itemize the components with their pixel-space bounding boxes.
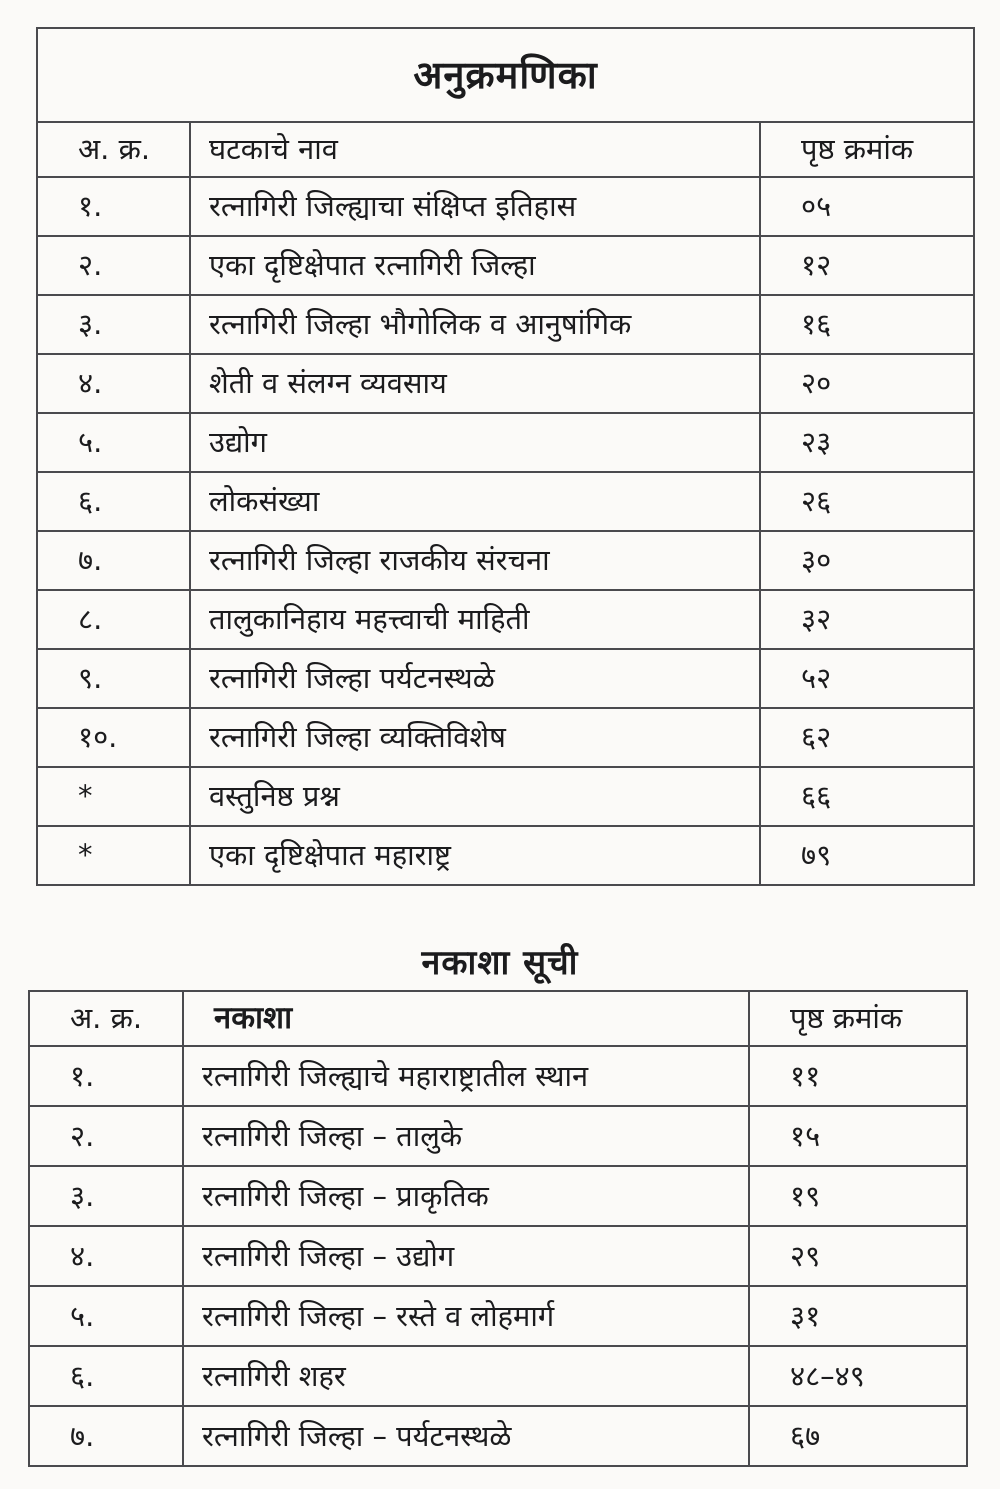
maps-map-name: रत्नागिरी जिल्हा – उद्योग xyxy=(183,1226,749,1286)
maps-header-serial: अ. क्र. xyxy=(29,991,183,1046)
toc-chapter-name: रत्नागिरी जिल्हा राजकीय संरचना xyxy=(190,531,760,590)
maps-serial: ७. xyxy=(29,1406,183,1466)
maps-map-name: रत्नागिरी जिल्हा – पर्यटनस्थळे xyxy=(183,1406,749,1466)
toc-chapter-name: शेती व संलग्न व्यवसाय xyxy=(190,354,760,413)
toc-row xyxy=(37,177,974,236)
toc-serial: ४. xyxy=(37,354,190,413)
toc-row xyxy=(37,708,974,767)
toc-row xyxy=(37,354,974,413)
toc-chapter-name: एका दृष्टिक्षेपात महाराष्ट्र xyxy=(190,826,760,885)
maps-table xyxy=(28,990,968,1467)
toc-chapter-name: रत्नागिरी जिल्ह्याचा संक्षिप्त इतिहास xyxy=(190,177,760,236)
toc-chapter-name: एका दृष्टिक्षेपात रत्नागिरी जिल्हा xyxy=(190,236,760,295)
toc-serial: * xyxy=(37,826,190,885)
toc-page-number: २६ xyxy=(760,472,974,531)
maps-page-number: ६७ xyxy=(749,1406,967,1466)
toc-row xyxy=(37,590,974,649)
maps-map-name: रत्नागिरी जिल्हा – रस्ते व लोहमार्ग xyxy=(183,1286,749,1346)
maps-row xyxy=(29,1226,967,1286)
toc-header-name: घटकाचे नाव xyxy=(190,122,760,177)
maps-page-number: ११ xyxy=(749,1046,967,1106)
toc-page-number: ३२ xyxy=(760,590,974,649)
maps-row xyxy=(29,1346,967,1406)
toc-serial: १. xyxy=(37,177,190,236)
toc-chapter-name: तालुकानिहाय महत्त्वाची माहिती xyxy=(190,590,760,649)
maps-row xyxy=(29,1406,967,1466)
toc-serial: ९. xyxy=(37,649,190,708)
maps-header-page: पृष्ठ क्रमांक xyxy=(749,991,967,1046)
maps-map-name: रत्नागिरी जिल्हा – तालुके xyxy=(183,1106,749,1166)
maps-serial: ४. xyxy=(29,1226,183,1286)
maps-serial: ३. xyxy=(29,1166,183,1226)
toc-title: अनुक्रमणिका xyxy=(37,28,974,122)
toc-page-number: ०५ xyxy=(760,177,974,236)
maps-section-title: नकाशा सूची xyxy=(421,943,579,983)
maps-page-number: २९ xyxy=(749,1226,967,1286)
toc-serial: १०. xyxy=(37,708,190,767)
toc-serial: २. xyxy=(37,236,190,295)
toc-serial: ६. xyxy=(37,472,190,531)
toc-row xyxy=(37,649,974,708)
toc-row xyxy=(37,413,974,472)
toc-row xyxy=(37,236,974,295)
toc-chapter-name: रत्नागिरी जिल्हा व्यक्तिविशेष xyxy=(190,708,760,767)
toc-chapter-name: लोकसंख्या xyxy=(190,472,760,531)
maps-serial: १. xyxy=(29,1046,183,1106)
toc-header-page: पृष्ठ क्रमांक xyxy=(760,122,974,177)
maps-row xyxy=(29,1166,967,1226)
maps-row xyxy=(29,1106,967,1166)
maps-header-name: नकाशा xyxy=(183,991,749,1046)
toc-serial: * xyxy=(37,767,190,826)
toc-row xyxy=(37,767,974,826)
maps-row xyxy=(29,1286,967,1346)
toc-chapter-name: रत्नागिरी जिल्हा भौगोलिक व आनुषांगिक xyxy=(190,295,760,354)
toc-serial: ५. xyxy=(37,413,190,472)
toc-page-number: १२ xyxy=(760,236,974,295)
toc-row xyxy=(37,531,974,590)
maps-page-number: १५ xyxy=(749,1106,967,1166)
toc-page-number: ६६ xyxy=(760,767,974,826)
toc-serial: ३. xyxy=(37,295,190,354)
toc-row xyxy=(37,295,974,354)
maps-page-number: १९ xyxy=(749,1166,967,1226)
maps-map-name: रत्नागिरी जिल्ह्याचे महाराष्ट्रातील स्थान xyxy=(183,1046,749,1106)
maps-map-name: रत्नागिरी शहर xyxy=(183,1346,749,1406)
toc-chapter-name: वस्तुनिष्ठ प्रश्न xyxy=(190,767,760,826)
toc-serial: ८. xyxy=(37,590,190,649)
toc-page-number: ५२ xyxy=(760,649,974,708)
toc-page-number: ७९ xyxy=(760,826,974,885)
maps-row xyxy=(29,1046,967,1106)
toc-header-serial: अ. क्र. xyxy=(37,122,190,177)
toc-page-number: २० xyxy=(760,354,974,413)
toc-page-number: १६ xyxy=(760,295,974,354)
toc-serial: ७. xyxy=(37,531,190,590)
maps-header-row xyxy=(29,991,967,1046)
toc-row xyxy=(37,472,974,531)
maps-map-name: रत्नागिरी जिल्हा – प्राकृतिक xyxy=(183,1166,749,1226)
maps-page-number: ४८–४९ xyxy=(749,1346,967,1406)
toc-header-row xyxy=(37,122,974,177)
maps-serial: २. xyxy=(29,1106,183,1166)
toc-page-number: २३ xyxy=(760,413,974,472)
toc-chapter-name: उद्योग xyxy=(190,413,760,472)
maps-page-number: ३१ xyxy=(749,1286,967,1346)
toc-page-number: ६२ xyxy=(760,708,974,767)
toc-page-number: ३० xyxy=(760,531,974,590)
maps-serial: ५. xyxy=(29,1286,183,1346)
maps-serial: ६. xyxy=(29,1346,183,1406)
toc-row xyxy=(37,826,974,885)
toc-chapter-name: रत्नागिरी जिल्हा पर्यटनस्थळे xyxy=(190,649,760,708)
toc-table xyxy=(36,27,975,886)
